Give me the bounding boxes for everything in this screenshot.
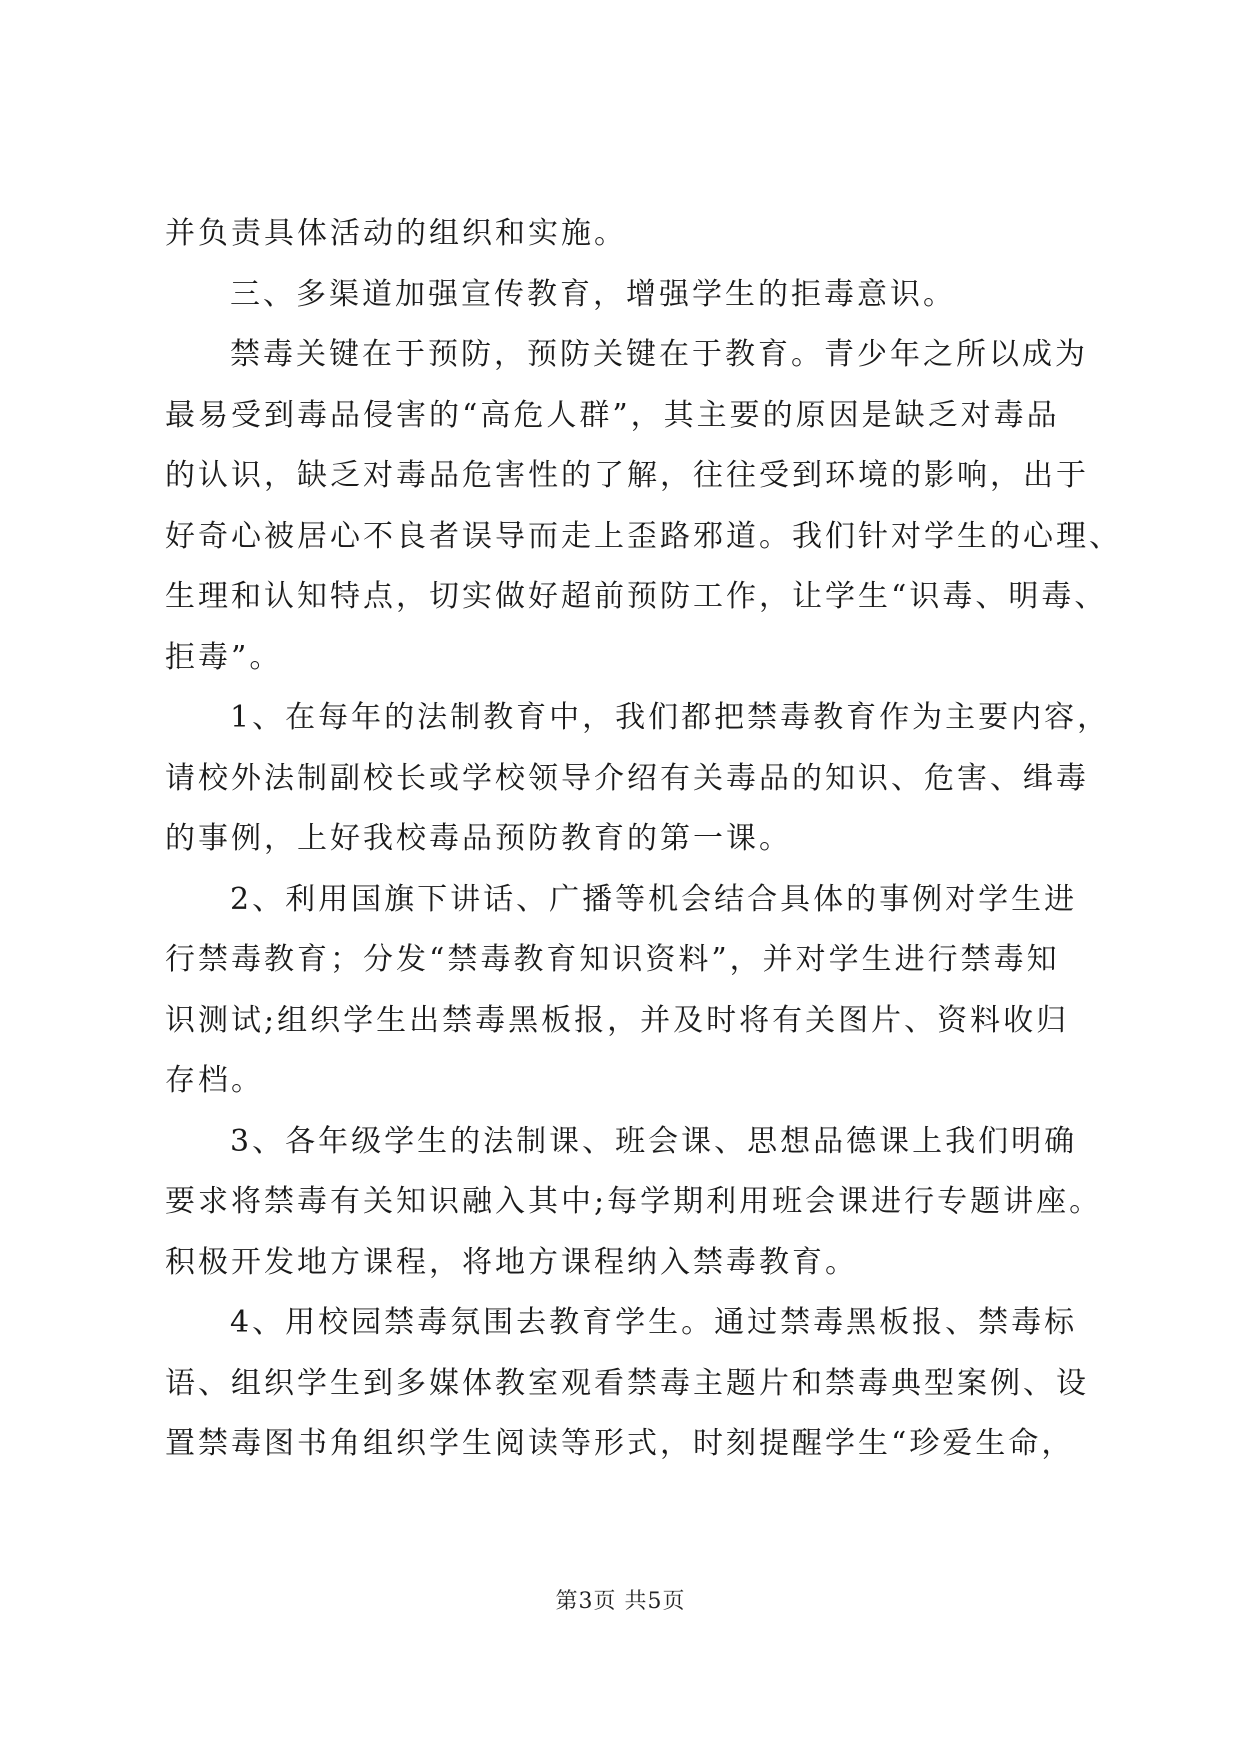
text-line-6: 好奇心被居心不良者误导而走上歪路邪道。我们针对学生的心理、 xyxy=(165,519,1122,554)
section-heading-3: 三、多渠道加强宣传教育，增强学生的拒毒意识。 xyxy=(230,277,956,312)
list-item-3-line-1: 3、各年级学生的法制课、班会课、思想品德课上我们明确 xyxy=(230,1124,1078,1159)
text-line-7: 生理和认知特点，切实做好超前预防工作，让学生“识毒、明毒、 xyxy=(165,579,1108,614)
text-line-4: 最易受到毒品侵害的“高危人群”，其主要的原因是缺乏对毒品 xyxy=(165,398,1060,433)
list-item-1-line-3: 的事例，上好我校毒品预防教育的第一课。 xyxy=(165,821,792,856)
text-line-8: 拒毒”。 xyxy=(165,640,283,675)
list-item-2-line-2: 行禁毒教育；分发“禁毒教育知识资料”，并对学生进行禁毒知 xyxy=(165,942,1060,977)
list-item-3-line-2: 要求将禁毒有关知识融入其中;每学期利用班会课进行专题讲座。 xyxy=(165,1184,1103,1219)
list-item-2-line-1: 2、利用国旗下讲话、广播等机会结合具体的事例对学生进 xyxy=(230,882,1078,917)
page-footer: 第3页 共5页 xyxy=(555,1589,686,1614)
list-item-1-line-2: 请校外法制副校长或学校领导介绍有关毒品的知识、危害、缉毒 xyxy=(165,761,1089,796)
text-line-5: 的认识，缺乏对毒品危害性的了解，往往受到环境的影响，出于 xyxy=(165,458,1089,493)
list-item-1-line-1: 1、在每年的法制教育中，我们都把禁毒教育作为主要内容， xyxy=(230,700,1111,735)
list-item-4-line-2: 语、组织学生到多媒体教室观看禁毒主题片和禁毒典型案例、设 xyxy=(165,1366,1089,1401)
list-item-3-line-3: 积极开发地方课程，将地方课程纳入禁毒教育。 xyxy=(165,1245,858,1280)
list-item-4-line-1: 4、用校园禁毒氛围去教育学生。通过禁毒黑板报、禁毒标 xyxy=(230,1305,1078,1340)
text-line-1: 并负责具体活动的组织和实施。 xyxy=(165,216,627,251)
list-item-4-line-3: 置禁毒图书角组织学生阅读等形式，时刻提醒学生“珍爱生命， xyxy=(165,1426,1075,1461)
list-item-2-line-3: 识测试;组织学生出禁毒黑板报，并及时将有关图片、资料收归 xyxy=(165,1003,1070,1038)
text-line-3: 禁毒关键在于预防，预防关键在于教育。青少年之所以成为 xyxy=(230,337,1088,372)
list-item-2-line-4: 存档。 xyxy=(165,1063,264,1098)
